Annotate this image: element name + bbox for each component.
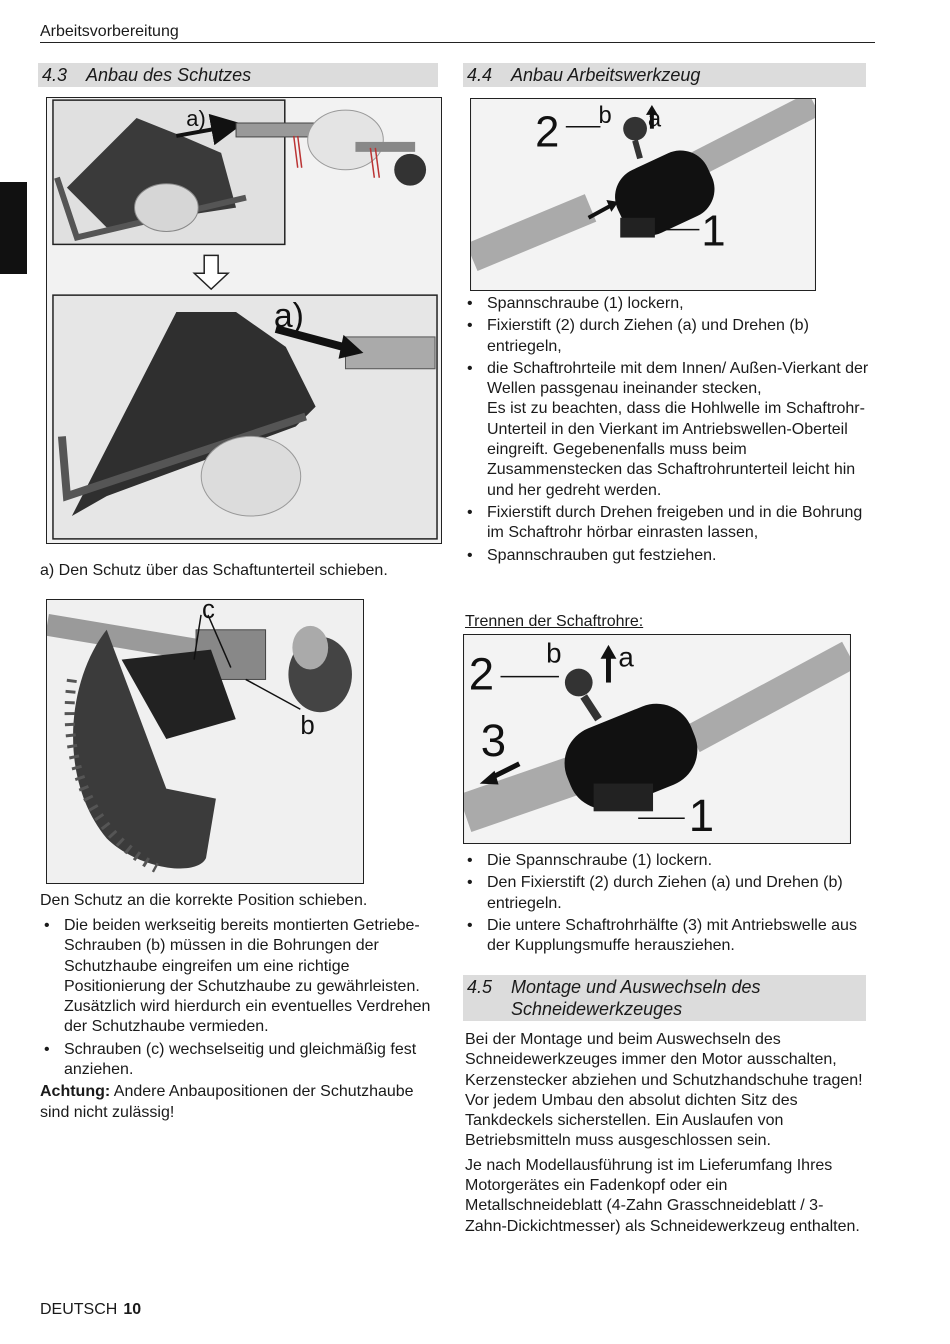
list-item: • Spannschraube (1) lockern, — [463, 294, 871, 314]
label-b: b — [300, 712, 315, 741]
figure-guard-mounting — [46, 97, 442, 544]
section-heading-4-3 — [38, 63, 438, 87]
page-number: 10 — [123, 1301, 142, 1318]
list-item: • Die beiden werkseitig bereits montierten Getriebe-Schrauben (b) müssen in die Bohrungen der Schutzhaube eingreifen um eine richtige Positionierung der Schutzhaube zu gewährleisten. Zusätzlich wird hierdurch ein eventuelles Verdrehen der Schutzhaube vermieden. — [40, 916, 440, 1038]
warning-note — [40, 1082, 440, 1123]
section-title: Montage und Auswechseln des Schneidewerkzeuges — [511, 977, 761, 1019]
section-number: 4.4 — [467, 65, 493, 85]
cutting-tool-intro — [465, 1030, 865, 1237]
list-item: • die Schaftrohrteile mit dem Innen/ Außen-Vierkant der Wellen passgenau ineinander stecken, Es ist zu beachten, dass die Hohlwelle im Schaftrohr-Unterteil in den Vierkant im Antriebswellen-Oberteil eingreift. Gegebenenfalls muss beim Zusammenstecken das Schaftrohrunterteil leicht hin und her gedreht werden. — [463, 359, 871, 501]
figure-caption-guard: a) Den Schutz über das Schaftunterteil schieben. — [40, 562, 388, 579]
figure-guard-position — [46, 599, 364, 884]
guard-position-caption: Den Schutz an die korrekte Position schieben. — [40, 892, 368, 909]
label-1: 1 — [688, 790, 715, 842]
guard-bullet-list — [40, 916, 440, 1123]
label-c: c — [202, 600, 215, 624]
figure-separate-shafts — [463, 634, 851, 844]
section-title: Anbau Arbeitswerkzeug — [511, 65, 701, 85]
list-item: • Schrauben (c) wechselseitig und gleichmäßig fest anziehen. — [40, 1040, 440, 1081]
guard-mounting-illustration — [47, 98, 441, 543]
chapter-side-tab — [0, 182, 27, 274]
list-item: • Spannschrauben gut festziehen. — [463, 546, 871, 566]
section-title: Anbau des Schutzes — [86, 65, 252, 85]
paragraph-scope: Je nach Modellausführung ist im Lieferumfang Ihres Motorgerätes ein Fadenkopf oder ein Metallschneideblatt (4-Zahn Grasschneideblatt / 3-Zahn-Dickichtmesser) als Schneidewerkzeug enthalten. — [465, 1156, 860, 1235]
section-heading-4-5 — [463, 975, 866, 1021]
label-2: 2 — [535, 108, 560, 157]
label-3: 3 — [480, 714, 507, 766]
list-item: • Fixierstift (2) durch Ziehen (a) und Drehen (b) entriegeln, — [463, 316, 871, 357]
label-a: a — [618, 641, 634, 673]
label-a: a — [647, 105, 662, 133]
list-item: • Den Fixierstift (2) durch Ziehen (a) und Drehen (b) entriegeln. — [463, 873, 871, 914]
footer-language: DEUTSCH — [40, 1301, 118, 1318]
mounting-bullet-list — [463, 294, 871, 568]
section-number: 4.3 — [42, 65, 68, 85]
list-item: • Fixierstift durch Drehen freigeben und in die Bohrung im Schaftrohr hörbar einrasten lassen, — [463, 503, 871, 544]
shaft-coupling-illustration — [471, 99, 815, 290]
warning-label: Achtung: — [40, 1083, 111, 1101]
running-header: Arbeitsvorbereitung — [40, 23, 179, 40]
list-item: • Die untere Schaftrohrhälfte (3) mit Antriebswelle aus der Kupplungsmuffe herausziehen. — [463, 916, 871, 957]
guard-position-illustration — [47, 600, 363, 883]
section-heading-4-4 — [463, 63, 866, 87]
separate-bullet-list — [463, 851, 871, 958]
label-1: 1 — [701, 207, 726, 256]
figure-shaft-coupling — [470, 98, 816, 291]
label-2: 2 — [468, 648, 495, 700]
label-a-bottom: a) — [273, 296, 304, 335]
label-b: b — [546, 637, 562, 669]
section-number: 4.5 — [467, 977, 493, 997]
label-b: b — [598, 101, 612, 129]
label-a-top: a) — [186, 105, 206, 131]
warning-text: Andere Anbaupositionen der Schutzhaube sind nicht zulässig! — [40, 1083, 414, 1121]
separate-shafts-heading: Trennen der Schaftrohre: — [465, 613, 644, 630]
separate-shafts-illustration — [464, 635, 850, 843]
header-rule — [40, 42, 875, 43]
paragraph-safety: Bei der Montage und beim Auswechseln des Schneidewerkzeuges immer den Motor ausschalten, Kerzenstecker abziehen und Schutzhandschuhe tragen! Vor jedem Umbau den absolut dichten Sitz des Tankdeckels sicherstellen. Ein Auslaufen von Betriebsmitteln muss ausgeschlossen sein. — [465, 1031, 863, 1150]
list-item: • Die Spannschraube (1) lockern. — [463, 851, 871, 871]
page-footer — [40, 1301, 141, 1319]
